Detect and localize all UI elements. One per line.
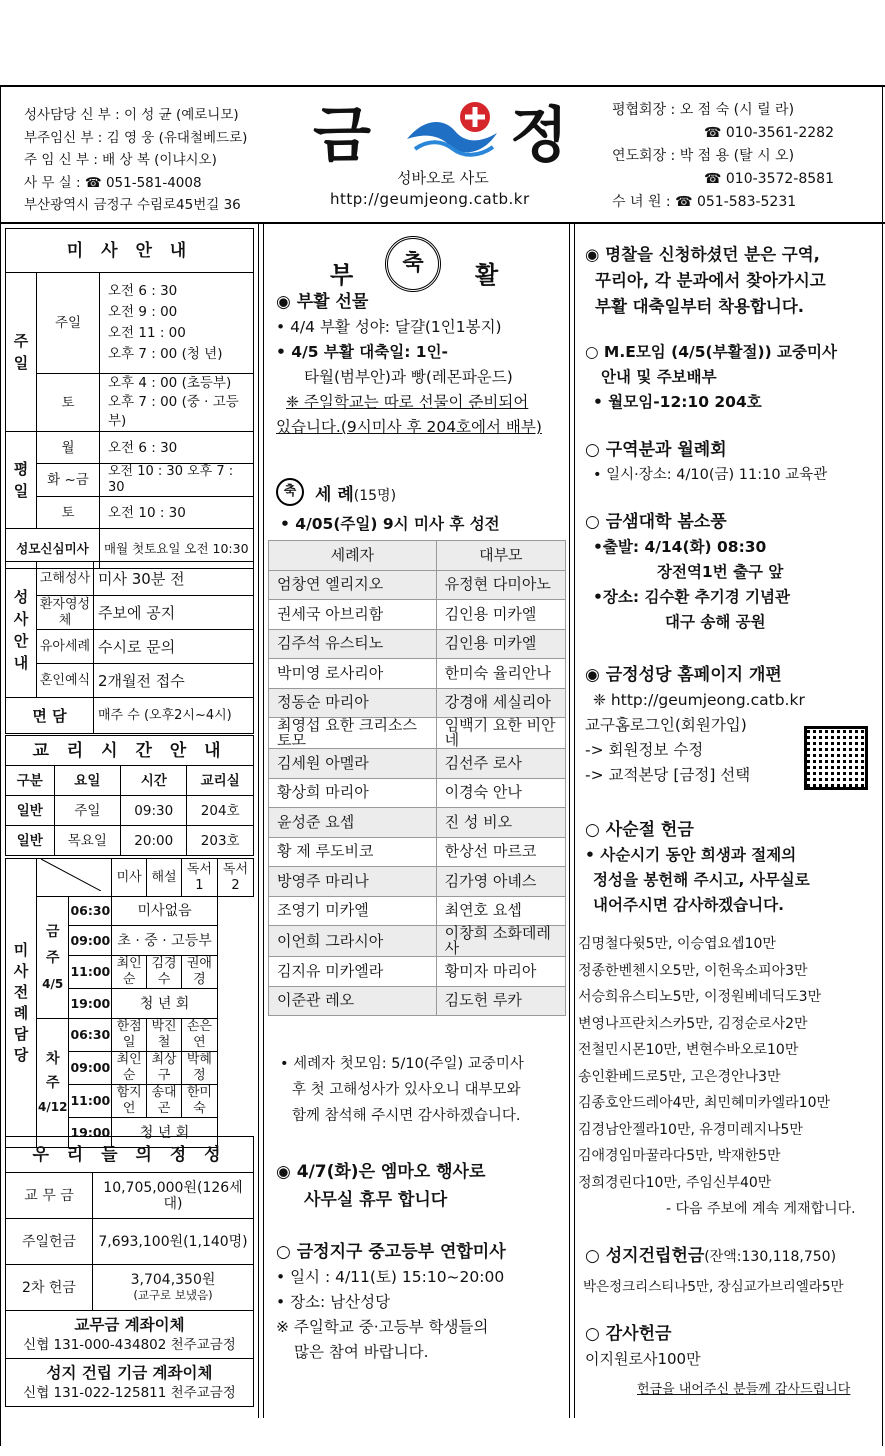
godparent-name: 황미자 마리아	[436, 957, 565, 987]
left-frame	[0, 85, 1, 1446]
baptism-table	[268, 540, 566, 1016]
mass-title: 미 사 안 내	[6, 229, 254, 273]
godparent-name: 김도헌 루카	[436, 986, 565, 1016]
liturgy-merged: 청 년 회	[112, 989, 218, 1019]
homepage-line: 교구홈로그인(회원가입)	[585, 716, 747, 734]
mass-time: 오후 7 : 00 (청 년)	[108, 346, 223, 362]
easter-badge-text: 축	[402, 251, 424, 276]
godparent-name: 유정현 다미아노	[436, 570, 565, 600]
homepage-line: -> 교적본당 [금정] 선택	[585, 766, 751, 784]
title-geum: 금	[313, 101, 373, 171]
catechism-cell: 주일	[54, 796, 121, 826]
offering-value	[93, 1265, 254, 1311]
weekday-time: 오전 10 : 30	[100, 497, 254, 529]
baptized-name: 황상희 마리아	[269, 778, 437, 808]
emmaus-notice	[276, 1158, 566, 1214]
baptism-title: 세 례	[315, 485, 354, 505]
baptism-badge	[276, 478, 304, 506]
catechism-header: 요일	[54, 766, 121, 796]
gift-note: 있습니다.(9시미사 후 204호에서 배부)	[276, 418, 542, 436]
offering-value: 7,693,100원(1,140명)	[93, 1219, 254, 1265]
liturgy-cell: 최인순	[112, 1052, 147, 1085]
monthly-mass-label: 성모신심미사	[6, 529, 100, 569]
counsel-label: 면 담	[6, 698, 94, 734]
catechism-header: 구분	[6, 766, 55, 796]
account-title: 교무금 계좌이체	[74, 1315, 185, 1334]
shrine-title: ○ 성지건립헌금	[585, 1246, 705, 1266]
col-divider-4	[574, 222, 575, 1418]
council-line: 연도회장 : 박 점 용 (탈 시 오)	[612, 148, 795, 164]
offering-label: 주일헌금	[6, 1219, 93, 1265]
convent-line: 수 녀 원 : ☎ 051-583-5231	[612, 194, 797, 210]
account-box-1	[6, 1311, 254, 1359]
easter-badge	[385, 236, 441, 292]
baptism-row	[269, 749, 566, 779]
liturgy-cell: 최상구	[147, 1052, 182, 1085]
baptism-row	[269, 718, 566, 749]
mass-time: 오후 4 : 00 (초등부)	[108, 375, 232, 391]
sacrament-group: 성 사 안 내	[6, 562, 37, 698]
account-number: 신협 131-000-434802 천주교금정	[23, 1336, 236, 1353]
liturgy-merged: 미사없음	[112, 897, 218, 926]
counsel-value: 매주 수 (오후2시~4시)	[94, 698, 254, 734]
qr-code[interactable]	[804, 726, 868, 790]
baptized-name: 권세국 아브리함	[269, 600, 437, 630]
this-week-date: 4/5	[42, 976, 64, 991]
sacrament-value: 미사 30분 전	[94, 562, 254, 596]
lent-notice	[585, 818, 880, 918]
nametag-notice	[585, 242, 880, 320]
baptized-name: 김주석 유스티노	[269, 629, 437, 659]
offering-label: 2차 헌금	[6, 1265, 93, 1311]
nametag-line: 꾸리아, 각 분과에서 찾아가시고	[595, 271, 826, 290]
weekday-label: 월	[37, 432, 100, 464]
weekday-label: 토	[37, 497, 100, 529]
right-frame	[882, 85, 883, 1446]
sacrament-value: 2개월전 접수	[94, 664, 254, 698]
liturgy-table	[5, 858, 254, 1148]
liturgy-cell: 김경수	[147, 956, 182, 989]
donors-more: - 다음 주보에 계속 게재합니다.	[666, 1201, 856, 1217]
second-collection-note: (교구로 보냈음)	[133, 1287, 213, 1302]
liturgy-header: 해설	[147, 859, 182, 897]
offering-label: 교 무 금	[6, 1173, 93, 1219]
joint-line: • 장소: 남산성당	[276, 1293, 391, 1311]
baptism-row	[269, 986, 566, 1016]
baptism-row	[269, 570, 566, 600]
liturgy-merged: 초 · 중 · 고등부	[112, 926, 218, 956]
joint-line: 많은 참여 바랍니다.	[294, 1343, 429, 1361]
liturgy-header: 독서2	[217, 859, 253, 897]
me-notice	[585, 340, 880, 415]
easter-section	[276, 290, 566, 440]
donor-line: 김경남안젤라10만, 유경미레지나5만	[578, 1121, 803, 1138]
baptism-row	[269, 867, 566, 897]
liturgy-cell: 송대곤	[147, 1085, 182, 1118]
next-week-date: 4/12	[38, 1100, 68, 1114]
sacrament-label: 혼인예식	[37, 664, 94, 698]
baptism-row	[269, 957, 566, 987]
donor-line: 김종호안드레아4만, 최민혜미카엘라10만	[578, 1095, 831, 1111]
title-jeong: 정	[510, 101, 568, 171]
sunday-label: 주일	[37, 273, 100, 374]
baptism-row	[269, 926, 566, 957]
donor-line: 정종한벤첸시오5만, 이헌욱소피아3만	[578, 962, 808, 979]
homepage-url[interactable]: ❈ http://geumjeong.catb.kr	[593, 691, 805, 709]
geumsaem-line: •출발: 4/14(화) 08:30	[593, 538, 767, 556]
this-week-group: 금 주 4/5	[37, 897, 69, 1019]
sacrament-label: 고해성사	[37, 562, 94, 596]
mass-time: 오후 7 : 00 (중 · 고등부)	[108, 394, 239, 429]
donor-line: 정희경린다10만, 주임신부40만	[578, 1174, 772, 1191]
liturgy-header: 독서1	[181, 859, 217, 897]
liturgy-cell: 최인순	[112, 956, 147, 989]
address: 부산광역시 금정구 수림로45번길 36	[24, 197, 241, 213]
clergy-line: 성사담당 신 부 : 이 성 균 (예로니모)	[24, 107, 239, 123]
donor-line: 김명철다윗5만, 이승엽요셉10만	[578, 936, 776, 952]
liturgy-cell: 손은연	[181, 1019, 217, 1052]
liturgy-cell: 박혜정	[181, 1052, 217, 1085]
council-phone: ☎ 010-3572-8581	[704, 171, 834, 187]
joint-mass	[276, 1240, 566, 1365]
weekday-time: 오전 10 : 30 오후 7 : 30	[100, 464, 254, 497]
liturgy-group: 미 사 전 례 담 당	[6, 859, 37, 1148]
godparent-name: 김인용 미카엘	[436, 600, 565, 630]
lent-line: • 사순시기 동안 희생과 절제의	[585, 846, 797, 864]
mass-schedule-table	[5, 228, 254, 569]
baptism-count: (15명)	[353, 488, 397, 504]
baptized-name: 김세원 아멜라	[269, 749, 437, 779]
baptism-heading	[315, 480, 396, 505]
mass-time: 오전 11 : 00	[108, 325, 186, 341]
baptized-name: 이언희 그라시아	[269, 926, 437, 957]
parish-url[interactable]: http://geumjeong.catb.kr	[330, 190, 530, 208]
gift-title: ◉ 부활 선물	[276, 292, 369, 312]
lent-title: ○ 사순절 헌금	[585, 820, 694, 840]
baptism-row	[269, 629, 566, 659]
next-week-group: 차 주 4/12	[37, 1019, 69, 1148]
baptized-name: 정동순 마리아	[269, 688, 437, 718]
baptized-name: 김지유 미카엘라	[269, 957, 437, 987]
baptism-row	[269, 896, 566, 926]
baptized-name: 황 제 루도비코	[269, 837, 437, 867]
council-line: 평협회장 : 오 점 숙 (시 릴 라)	[612, 102, 795, 118]
district-line: • 일시·장소: 4/10(금) 11:10 교육관	[593, 467, 828, 483]
account-number: 신협 131-022-125811 천주교금정	[23, 1384, 236, 1401]
offering-value: 10,705,000원(126세대)	[93, 1173, 254, 1219]
geumsaem-line: •장소: 김수환 추기경 기념관	[593, 588, 790, 606]
council-info	[612, 99, 834, 214]
account-title: 성지 건립 기금 계좌이체	[46, 1363, 213, 1382]
catechism-cell: 09:30	[121, 796, 187, 826]
clergy-line: 주 임 신 부 : 배 상 복 (이냐시오)	[24, 152, 217, 168]
liturgy-cell: 한미숙	[181, 1085, 217, 1118]
godparent-name: 김가영 아녜스	[436, 867, 565, 897]
catechism-title: 교 리 시 간 안 내	[6, 736, 254, 766]
after-line: • 세례자 첫모임: 5/10(주일) 교중미사	[280, 1056, 524, 1072]
homepage-title: ◉ 금정성당 홈페이지 개편	[585, 665, 782, 685]
nametag-line: 부활 대축일부터 착용합니다.	[595, 297, 805, 316]
thanks-footer: 헌금을 내어주신 분들께 감사드립니다	[637, 1382, 851, 1397]
shrine-notice	[585, 1244, 885, 1270]
liturgy-time: 19:00	[69, 989, 112, 1019]
mass-time: 오전 9 : 00	[108, 304, 178, 320]
baptized-name: 윤성준 요셉	[269, 808, 437, 838]
me-line: • 월모임-12:10 204호	[593, 393, 762, 411]
gift-line-text: 타월(범부안)과 빵(레몬파운드)	[304, 368, 513, 386]
baptism-header: 세례자	[269, 541, 437, 571]
catechism-cell: 일반	[6, 826, 55, 856]
clergy-info	[24, 104, 247, 217]
liturgy-time: 11:00	[69, 1085, 112, 1118]
gift-note: ❈ 주일학교는 따로 선물이 준비되어	[286, 393, 529, 411]
geumsaem-notice	[585, 510, 880, 635]
joint-line: • 일시 : 4/11(토) 15:10~20:00	[276, 1268, 505, 1286]
godparent-name: 김인용 미카엘	[436, 629, 565, 659]
catechism-cell: 204호	[187, 796, 254, 826]
liturgy-time: 09:00	[69, 926, 112, 956]
liturgy-time: 11:00	[69, 956, 112, 989]
liturgy-time: 09:00	[69, 1052, 112, 1085]
liturgy-merged: 청 년 회	[112, 1118, 218, 1148]
geumsaem-line: 장전역1번 출구 앞	[657, 563, 784, 581]
district-notice	[585, 438, 880, 488]
liturgy-time: 06:30	[69, 1019, 112, 1052]
baptized-name: 조영기 미카엘	[269, 896, 437, 926]
baptism-row	[269, 778, 566, 808]
catechism-cell: 일반	[6, 796, 55, 826]
catechism-cell: 목요일	[54, 826, 121, 856]
liturgy-cell: 권애경	[181, 956, 217, 989]
godparent-name: 한상선 마르코	[436, 837, 565, 867]
weekday-group: 평 일	[6, 432, 37, 529]
baptism-row	[269, 837, 566, 867]
geumsaem-title: ○ 금샘대학 봄소풍	[585, 512, 727, 532]
liturgy-corner	[37, 859, 112, 897]
donor-line: 서승희유스티노5만, 이정원베네딕도3만	[578, 989, 822, 1005]
joint-line: ※ 주일학교 중·고등부 학생들의	[276, 1318, 489, 1336]
thanks-title: ○ 감사헌금	[585, 1324, 672, 1344]
geumsaem-line: 대구 송해 공원	[665, 613, 766, 631]
mass-time: 오전 6 : 30	[108, 283, 178, 299]
baptism-row	[269, 600, 566, 630]
parish-subtitle: 성바오로 사도	[397, 169, 489, 187]
office-phone: 사 무 실 : ☎ 051-581-4008	[24, 174, 202, 191]
baptism-row	[269, 808, 566, 838]
catechism-cell: 203호	[187, 826, 254, 856]
godparent-name: 최연호 요셉	[436, 896, 565, 926]
sacrament-value: 수시로 문의	[94, 630, 254, 664]
godparent-name: 이창희 소화데레사	[436, 926, 565, 957]
gift-line: • 4/5 부활 대축일: 1인-	[276, 343, 448, 361]
sunday-group: 주 일	[6, 273, 37, 432]
council-phone: ☎ 010-3561-2282	[704, 125, 834, 141]
baptized-name: 최영섭 요한 크리소스토모	[269, 718, 437, 749]
second-collection-amount: 3,704,350원	[130, 1271, 216, 1288]
godparent-name: 한미숙 율리안나	[436, 659, 565, 689]
col-divider-1	[258, 222, 259, 1418]
sunday-times	[100, 273, 254, 374]
liturgy-cell: 함지언	[112, 1085, 147, 1118]
godparent-name: 진 성 비오	[436, 808, 565, 838]
liturgy-time: 19:00	[69, 1118, 112, 1148]
easter-title-right: 활	[475, 261, 499, 289]
weekday-label: 화 ~금	[37, 464, 100, 497]
weekday-time: 오전 6 : 30	[100, 432, 254, 464]
donor-line: 김애경임마꿀라다5만, 박재한5만	[578, 1148, 781, 1164]
emmaus-line: ◉ 4/7(화)은 엠마오 행사로	[276, 1162, 486, 1182]
clergy-line: 부주임신 부 : 김 영 웅 (유대철베드로)	[24, 129, 248, 146]
sacraments-table	[5, 561, 254, 734]
baptism-after	[280, 1051, 564, 1129]
godparent-name: 이경숙 안나	[436, 778, 565, 808]
gift-line	[276, 365, 566, 390]
donor-line: 전철민시몬10만, 변현수바오로10만	[578, 1042, 799, 1058]
account-box-2	[6, 1359, 254, 1407]
after-line: 함께 참석해 주시면 감사하겠습니다.	[292, 1108, 521, 1124]
catechism-table	[5, 735, 254, 856]
liturgy-cell: 박진철	[147, 1019, 182, 1052]
shrine-donors: 박은정크리스티나5만, 장심교가브리엘라5만	[583, 1279, 844, 1295]
baptized-name: 방영주 마리나	[269, 867, 437, 897]
liturgy-time: 06:30	[69, 897, 112, 926]
shrine-balance: (잔액:130,118,750)	[704, 1249, 837, 1265]
lent-donors	[578, 931, 880, 1196]
donor-line: 변영나프란치스카5만, 김정순로사2만	[578, 1015, 808, 1032]
offering-title: 우 리 들 의 정 성	[6, 1137, 254, 1173]
after-line: 후 첫 고해성사가 있사오니 대부모와	[292, 1082, 521, 1098]
diagonal-line	[41, 859, 101, 891]
baptism-row	[269, 688, 566, 718]
donor-line: 송인환베드로5만, 고은경안나3만	[578, 1068, 781, 1085]
baptized-name: 엄창연 엘리지오	[269, 570, 437, 600]
me-line: ○ M.E모임 (4/5(부활절)) 교중미사	[585, 343, 837, 361]
easter-title-left: 부	[330, 261, 354, 289]
parish-logo	[403, 97, 501, 163]
offering-table	[5, 1136, 254, 1407]
col-divider-2	[263, 222, 264, 1418]
sacrament-value: 주보에 공지	[94, 596, 254, 630]
baptism-badge-text: 축	[283, 484, 297, 499]
lent-line: 내어주시면 감사하겠습니다.	[593, 896, 784, 914]
baptized-name: 박미영 로사리아	[269, 659, 437, 689]
monthly-mass-value: 매월 첫토요일 오전 10:30	[100, 529, 254, 569]
emmaus-line: 사무실 휴무 합니다	[304, 1190, 448, 1210]
godparent-name: 김선주 로사	[436, 749, 565, 779]
joint-title: ○ 금정지구 중고등부 연합미사	[276, 1242, 506, 1262]
lent-line: 정성을 봉헌해 주시고, 사무실로	[593, 871, 810, 889]
saturday-label: 토	[37, 374, 100, 432]
top-rule	[0, 85, 885, 87]
me-line: 안내 및 주보배부	[601, 368, 717, 386]
liturgy-header: 미사	[112, 859, 147, 897]
header-rule	[0, 222, 885, 224]
thanks-notice	[585, 1322, 880, 1372]
nametag-line: ◉ 명찰을 신청하셨던 분은 구역,	[585, 245, 820, 264]
baptism-header: 대부모	[436, 541, 565, 571]
catechism-header: 시간	[121, 766, 187, 796]
liturgy-cell: 한점일	[112, 1019, 147, 1052]
col-divider-3	[569, 222, 570, 1418]
sacrament-label: 유아세례	[37, 630, 94, 664]
godparent-name: 임백기 요한 비안네	[436, 718, 565, 749]
catechism-cell: 20:00	[121, 826, 187, 856]
catechism-header: 교리실	[187, 766, 254, 796]
baptism-row	[269, 659, 566, 689]
baptism-when: • 4/05(주일) 9시 미사 후 성전	[280, 515, 500, 533]
district-title: ○ 구역분과 월례회	[585, 440, 727, 460]
sacrament-label: 환자영성체	[37, 596, 94, 630]
thanks-donor: 이지원로사100만	[585, 1350, 701, 1368]
godparent-name: 강경애 세실리아	[436, 688, 565, 718]
gift-line: • 4/4 부활 성야: 달걀(1인1봉지)	[276, 318, 502, 336]
baptized-name: 이준관 레오	[269, 986, 437, 1016]
homepage-line: -> 회원정보 수정	[585, 741, 704, 759]
saturday-times	[100, 374, 254, 432]
